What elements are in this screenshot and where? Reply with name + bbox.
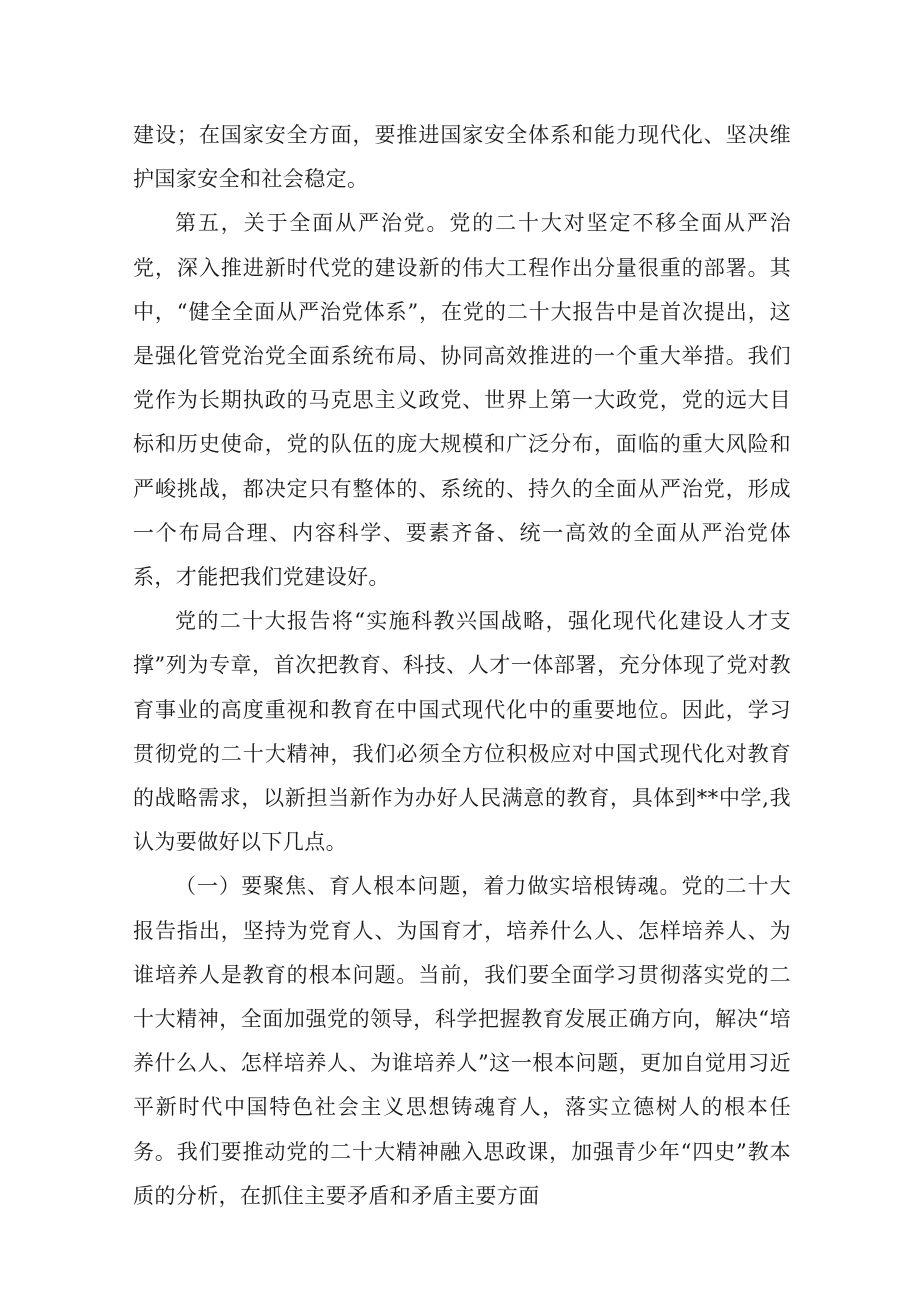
paragraph-1-continuation: 建设；在国家安全方面，要推进国家安全体系和能力现代化、坚决维护国家安全和社会稳定。 [133, 123, 791, 192]
paragraph-4-point-one: （一）要聚焦、育人根本问题，着力做实培根铸魂。党的二十大报告指出，坚持为党育人、为国育才，培养什么人、怎样培养人、为谁培养人是教育的根本问题。当前，我们要全面学习贯彻落实党的二十大精神，全面加强党的领导，科学把握教育发展正确方向，解决“培养什么人、怎样培养人、为谁培养人”这一根本问题，更加自觉用习近平新时代中国特色社会主义思想铸魂育人，落实立德树人的根本任务。我们要推动党的二十大精神融入思政课，加强青少年“四史”教本质的分析，在抓住主要矛盾和矛盾主要方面 [133, 874, 791, 1208]
paragraph-3-education-strategy: 党的二十大报告将“实施科教兴国战略，强化现代化建设人才支撑”列为专章，首次把教育、科技、人才一体部署，充分体现了党对教育事业的高度重视和教育在中国式现代化中的重要地位。因此，学习贯彻党的二十大精神，我们必须全方位积极应对中国式现代化对教育的战略需求，以新担当新作为办好人民满意的教育，具体到**中学,我认为要做好以下几点。 [133, 609, 791, 855]
document-body [133, 113, 791, 1218]
paragraph-2-party-governance: 第五，关于全面从严治党。党的二十大对坚定不移全面从严治党，深入推进新时代党的建设新的伟大工程作出分量很重的部署。其中，“健全全面从严治党体系”，在党的二十大报告中是首次提出，这是强化管党治党全面系统布局、协同高效推进的一个重大举措。我们党作为长期执政的马克思主义政党、世界上第一大政党，党的远大目标和历史使命，党的队伍的庞大规模和广泛分布，面临的重大风险和严峻挑战，都决定只有整体的、系统的、持久的全面从严治党，形成一个布局合理、内容科学、要素齐备、统一高效的全面从严治党体系，才能把我们党建设好。 [133, 211, 791, 590]
